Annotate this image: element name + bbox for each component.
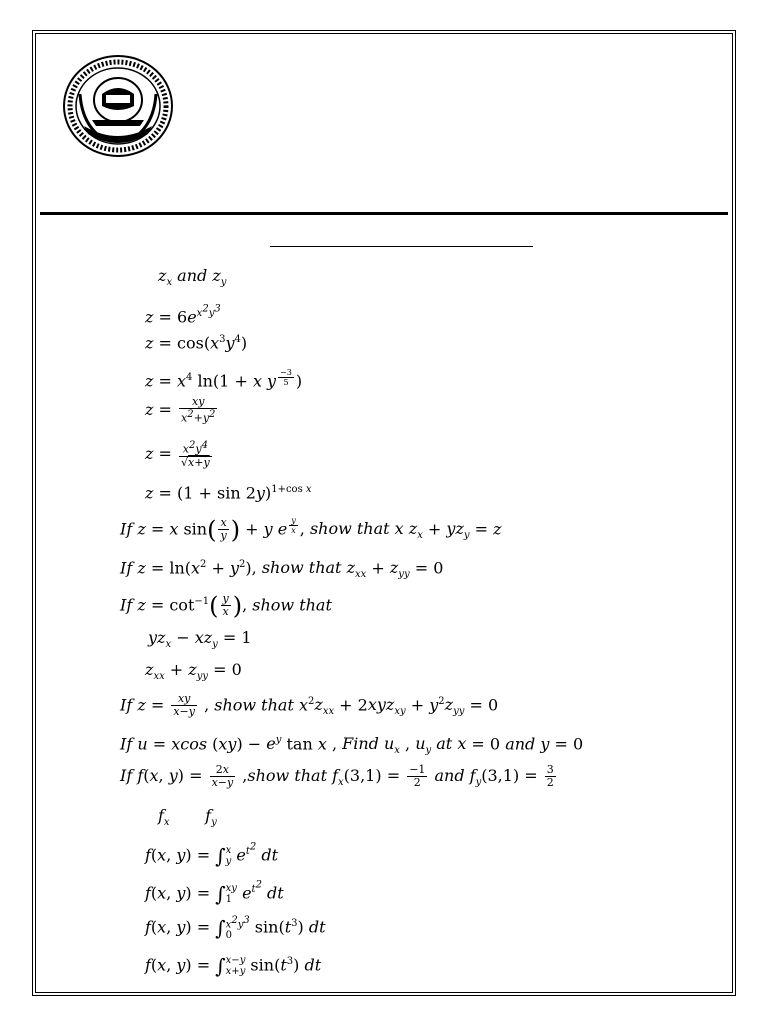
- q1-item-3: $z = x^4$ ln(1 + x y $^{\frac{-3}{5}}$ ): [145, 368, 303, 391]
- q8-item-2: f(x, y) = ∫ xy 1 $e^{t^2}$ dt: [145, 880, 284, 907]
- q8-item-3: f(x, y) = ∫ $x^2y^3$ 0 $\sin(t^3)$ dt: [145, 914, 326, 941]
- q4-item-1: $yz_x - xz_y = 1$: [148, 628, 252, 651]
- q1-item-6: $z = (1 + \sin 2y)^{1+cos x}$: [145, 483, 312, 503]
- q1-item-2: $z = \cos(x^3y^4)$: [145, 333, 248, 353]
- q8-header: $f_x$ $f_y$: [158, 806, 217, 829]
- q4: If $z = \cot^{-1}$( $\frac{y}{x}$ ), show that: [120, 591, 332, 620]
- q8-item-1: f(x, y) = ∫ x y $e^{t^2}$ dt: [145, 842, 279, 869]
- q4-item-2: $z_{xx} + z_{yy} = 0$: [145, 660, 242, 683]
- q1-item-4: z = $\frac{xy}{x^2+y^2}$: [145, 395, 216, 425]
- q8-item-4: f(x, y) = ∫ x−y x+y $\sin(t^3)$ dt: [145, 953, 322, 978]
- q1-item-5: z = $\frac{x^2y^4}{√x+y}$: [145, 440, 210, 469]
- q5: If z = $\frac{xy}{x-y}$ , show that $x^2z_{xx} + 2xyz_{xy} + y^2z_{yy} = 0$: [120, 692, 499, 719]
- header-divider: [40, 212, 728, 215]
- title-underline: [270, 246, 533, 247]
- q2: If z = x sin( $\frac{x}{y}$ ) + y e $^{\frac{y}{x}}$ , show that x $z_x + yz_y = z$: [120, 515, 502, 544]
- university-seal-logo: [62, 54, 174, 158]
- q1-item-1: $z = 6e^{x^2y^3}$: [145, 304, 221, 327]
- q6: If u = xcos $(xy) - e^y$ tan x , Find $u_x$ , $u_y$ at x = 0 and y = 0: [120, 734, 584, 757]
- q7: If f(x, y) = $\frac{2x}{x-y}$ ,show that $f_x(3,1)$ = $\frac{-1}{2}$ and $f_y(3,1)$ = $\frac{3}{2}$: [120, 763, 554, 789]
- page-border-inner: [35, 33, 733, 993]
- q1-header: $z_x$ and $z_y$: [158, 266, 227, 289]
- q3: If $z = \ln(x^2 + y^2)$, show that $z_{xx} + z_{yy} = 0$: [120, 558, 444, 581]
